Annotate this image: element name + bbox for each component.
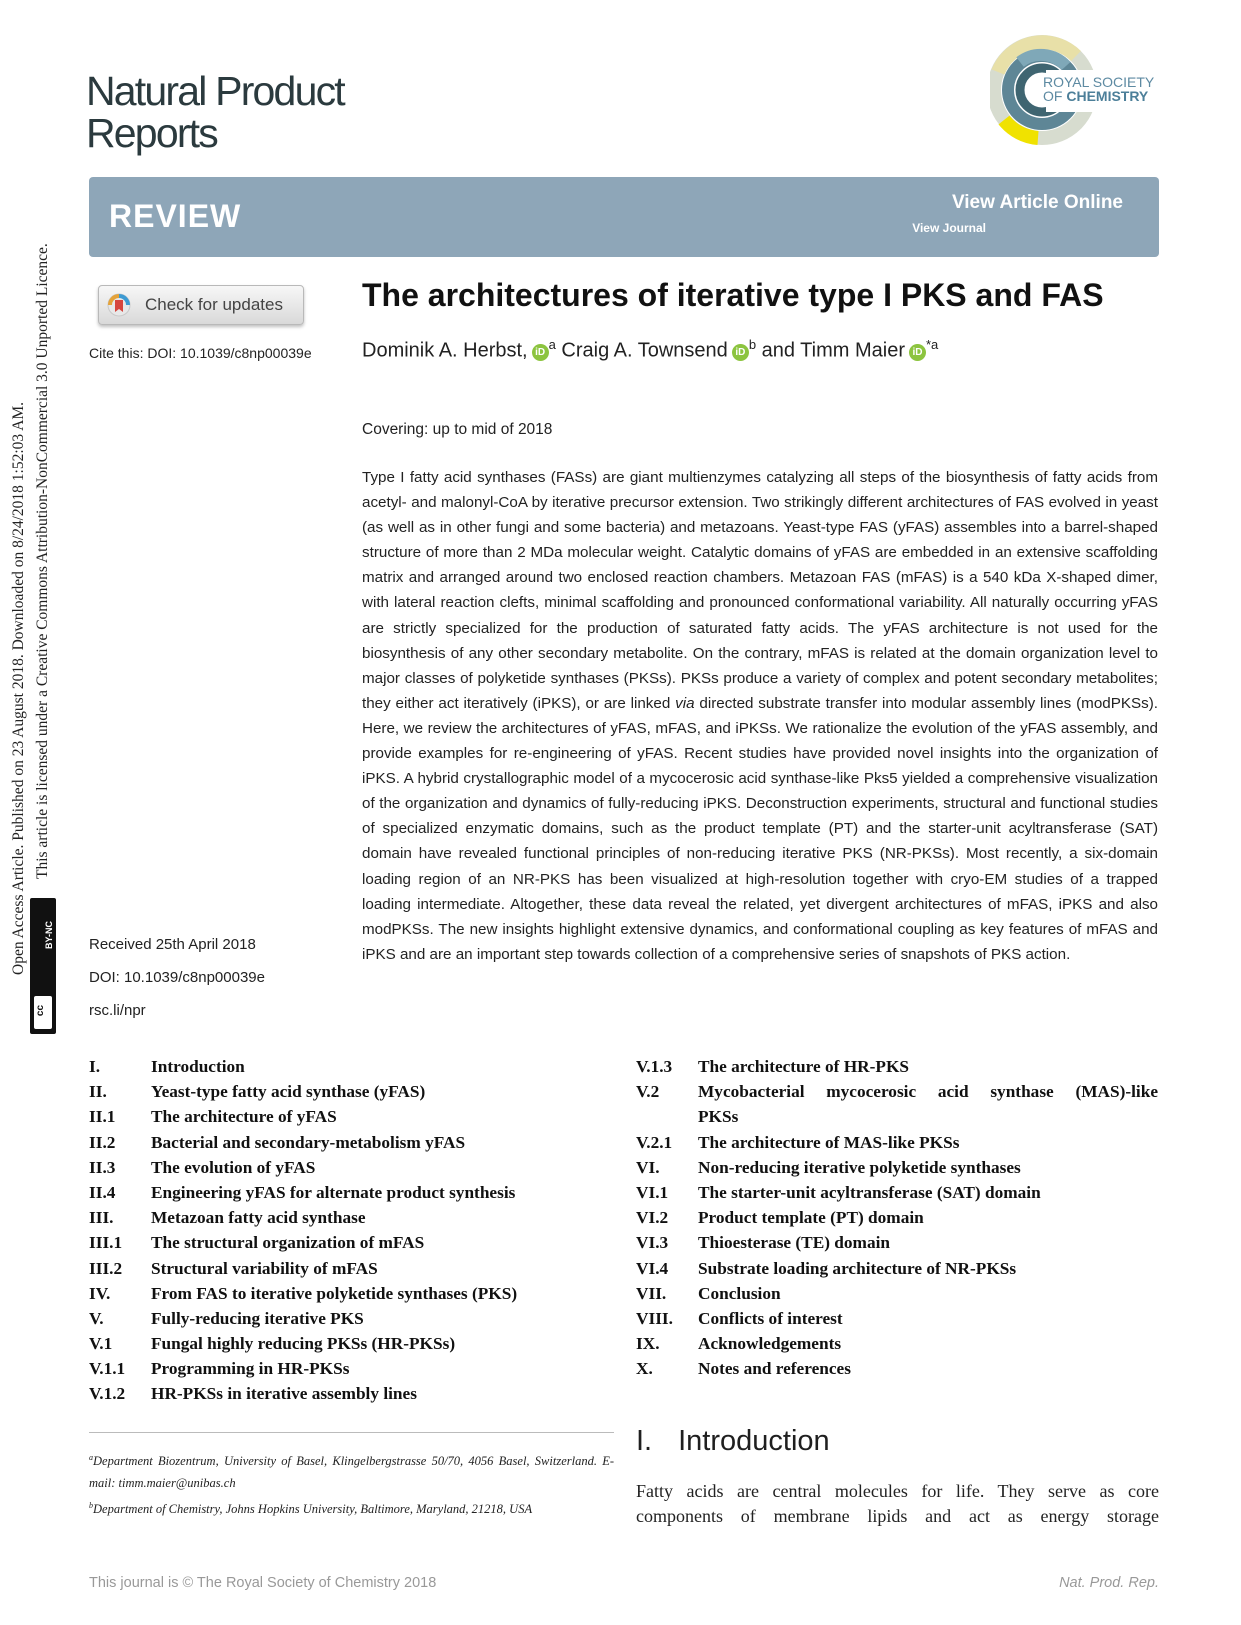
toc-entry[interactable] <box>89 1306 609 1331</box>
toc-label: Metazoan fatty acid synthase <box>151 1208 366 1228</box>
toc-label: Engineering yFAS for alternate product synthesis <box>151 1182 516 1202</box>
toc-label: Structural variability of mFAS <box>151 1258 378 1278</box>
toc-label: Thioesterase (TE) domain <box>698 1233 891 1253</box>
orcid-icon[interactable]: iD <box>732 344 749 361</box>
toc-label: Conclusion <box>698 1283 781 1303</box>
abstract <box>362 465 1158 967</box>
journal-title-line2: Reports <box>86 110 217 156</box>
affiliation-marker: b <box>89 1501 93 1511</box>
toc-label-multiline <box>698 1079 1158 1129</box>
toc-number: VI. <box>636 1157 660 1177</box>
received-date: Received 25th April 2018 <box>89 936 256 953</box>
toc-label: The architecture of HR-PKS <box>698 1057 910 1076</box>
affiliation-text: Department of Chemistry, Johns Hopkins University, Baltimore, Maryland, 21218, USA <box>93 1502 533 1517</box>
toc-column-1 <box>89 1054 609 1407</box>
author-list <box>362 337 938 363</box>
check-for-updates-button[interactable] <box>98 285 304 325</box>
toc-number: II.3 <box>89 1157 116 1177</box>
toc-entry[interactable] <box>636 1205 1159 1230</box>
toc-entry[interactable] <box>89 1155 609 1180</box>
toc-label: Fully-reducing iterative PKS <box>151 1308 364 1328</box>
toc-number: IV. <box>89 1283 111 1303</box>
toc-entry[interactable] <box>636 1155 1159 1180</box>
section-number: I. <box>636 1425 653 1457</box>
toc-entry[interactable] <box>636 1331 1159 1356</box>
toc-entry[interactable] <box>636 1281 1159 1306</box>
author-name: Dominik A. Herbst, <box>362 339 528 362</box>
toc-number: III. <box>89 1208 114 1228</box>
abstract-text-cont: directed substrate transfer into modular assembly lines (modPKSs). Here, we review the architectures of yFAS, mFAS, and iPKSs. We rationalize the evolution of the yFAS assembly, and provide examples for re-engineering of yFAS. Recent studies have provided novel insights into the organization of iPKS. A hybrid crystallographic model of a mycocerosic acid synthase-like Pks5 yielded a comprehensive visualization of the organization and dynamics of fully-reducing iPKS. Deconstruction experiments, structural and functional studies of specialized enzymatic domains, such as the product template (PT) and the starter-unit acyltransferase (SAT) domain have revealed functional principles of non-reducing iterative PKS (NR-PKSs). Most recently, a six-domain loading region of an NR-PKS has been visualized at high-resolution together with cryo-EM studies of a trapped loading intermediate. Altogether, these data reveal the related, yet divergent architectures of mFAS, iPKS and also modPKSs. The new insights highlight extensive dynamics, and conformational coupling as key features of mFAS and iPKS and are an important step towards collection of a comprehensive series of snapshots of PKS action. <box>362 694 1158 963</box>
author-name: and Timm Maier <box>761 339 905 362</box>
author-affiliation: b <box>748 337 757 352</box>
toc-number: VI.3 <box>636 1233 669 1253</box>
toc-label: The starter-unit acyltransferase (SAT) domain <box>698 1182 1041 1202</box>
toc-entry[interactable] <box>89 1381 609 1406</box>
section-heading-introduction <box>636 1425 830 1458</box>
author-affiliation: *a <box>925 337 939 352</box>
affiliation-text: Department Biozentrum, University of Basel, Klingelbergstrasse 50/70, 4056 Basel, Switzerland. E-mail: <box>89 1454 614 1490</box>
license-notice[interactable]: This article is licensed under a Creative Commons Attribution-NonCommercial 3.0 Unported Licence. <box>34 243 51 879</box>
affiliation-email[interactable]: timm.maier@unibas.ch <box>118 1475 236 1490</box>
orcid-icon[interactable]: iD <box>909 344 926 361</box>
toc-label: From FAS to iterative polyketide synthases (PKS) <box>151 1283 518 1303</box>
toc-entry[interactable] <box>636 1306 1159 1331</box>
toc-label: The architecture of yFAS <box>151 1107 337 1127</box>
covering-period: Covering: up to mid of 2018 <box>362 421 553 438</box>
toc-entry[interactable] <box>89 1281 609 1306</box>
toc-label: Yeast-type fatty acid synthase (yFAS) <box>151 1082 426 1102</box>
cc-icon <box>34 996 52 1029</box>
toc-number: III.2 <box>89 1258 123 1278</box>
orcid-icon[interactable]: iD <box>532 344 549 361</box>
toc-number: V.2.1 <box>636 1132 673 1152</box>
article-type-label: REVIEW <box>109 198 242 234</box>
toc-number: VI.1 <box>636 1182 669 1202</box>
toc-number: V.1.2 <box>89 1384 126 1404</box>
publisher-logo-prefix: OF <box>1043 88 1067 104</box>
toc-entry[interactable] <box>89 1205 609 1230</box>
toc-entry[interactable] <box>89 1331 609 1356</box>
toc-column-2 <box>636 1054 1159 1381</box>
toc-label: Notes and references <box>698 1359 851 1379</box>
toc-label: Substrate loading architecture of NR-PKSs <box>698 1258 1017 1278</box>
view-journal-link[interactable]: View Journal <box>912 221 986 235</box>
toc-label: Bacterial and secondary-metabolism yFAS <box>151 1132 466 1152</box>
publisher-logo-line2 <box>1043 89 1154 103</box>
toc-number: II. <box>89 1082 107 1102</box>
journal-title <box>86 70 344 154</box>
abstract-italic: via <box>675 694 695 712</box>
footer-copyright: This journal is © The Royal Society of Chemistry 2018 <box>89 1575 437 1591</box>
toc-number: V. <box>89 1308 104 1328</box>
publisher-logo[interactable] <box>990 32 1160 147</box>
toc-label: Mycobacterial mycocerosic acid synthase (MAS)-like <box>698 1082 1158 1102</box>
toc-entry[interactable] <box>636 1079 1159 1129</box>
toc-number: III.1 <box>89 1233 123 1253</box>
publisher-logo-line1: ROYAL SOCIETY <box>1043 74 1155 90</box>
toc-number: II.4 <box>89 1182 116 1202</box>
footer-journal-abbrev: Nat. Prod. Rep. <box>1059 1575 1159 1591</box>
affiliation-a <box>89 1447 614 1494</box>
toc-label: HR-PKSs in iterative assembly lines <box>151 1384 417 1404</box>
toc-label: Conflicts of interest <box>698 1308 843 1328</box>
toc-number: II.1 <box>89 1107 116 1127</box>
cite-this-prefix: Cite this: <box>89 345 144 361</box>
cc-license-badge[interactable] <box>30 898 56 1034</box>
toc-label: The architecture of MAS-like PKSs <box>698 1132 960 1152</box>
toc-entry[interactable] <box>89 1054 609 1079</box>
journal-title-line1: Natural Product <box>86 68 344 114</box>
toc-entry[interactable] <box>636 1230 1159 1255</box>
received-doi[interactable]: DOI: 10.1039/c8np00039e <box>89 969 265 986</box>
check-for-updates-label: Check for updates <box>145 295 283 314</box>
footnote-divider <box>89 1432 614 1433</box>
toc-number: V.1.3 <box>636 1057 673 1076</box>
toc-label-cont: PKSs <box>698 1107 739 1127</box>
toc-entry[interactable] <box>89 1180 609 1205</box>
toc-number: IX. <box>636 1334 660 1354</box>
introduction-paragraph: Fatty acids are central molecules for life. They serve as core components of membrane lipids and act as energy storage <box>636 1481 1159 1527</box>
toc-entry[interactable] <box>89 1130 609 1155</box>
open-access-notice: Open Access Article. Published on 23 August 2018. Downloaded on 8/24/2018 1:52:03 AM. <box>10 401 27 975</box>
toc-entry[interactable] <box>636 1054 1159 1079</box>
toc-label: Fungal highly reducing PKSs (HR-PKSs) <box>151 1334 456 1354</box>
toc-number: V.1 <box>89 1334 113 1354</box>
abstract-text: Type I fatty acid synthases (FASs) are giant multienzymes catalyzing all steps of the biosynthesis of fatty acids from acetyl- and malonyl-CoA by iterative precursor extension. Two strikingly different architectures of FAS evolved in yeast (as well as in other fungi and some bacteria) and metazoans. Yeast-type FAS (yFAS) assembles into a barrel-shaped structure of more than 2 MDa molecular weight. Catalytic domains of yFAS are embedded in an extensive scaffolding matrix and arranged around two enclosed reaction chambers. Metazoan FAS (mFAS) is a 540 kDa X-shaped dimer, with lateral reaction clefts, minimal scaffolding and pronounced conformational variability. All naturally occurring yFAS are strictly specialized for the production of saturated fatty acids. The yFAS architecture is not used for the biosynthesis of any other secondary metabolite. On the contrary, mFAS is related at the domain organization level to major classes of polyketide synthases (PKSs). PKSs produce a variety of complex and potent secondary metabolites; they either act iteratively (iPKS), or are linked <box>362 469 1158 712</box>
toc-entry[interactable] <box>636 1356 1159 1381</box>
toc-label: Non-reducing iterative polyketide synthases <box>698 1157 1021 1177</box>
toc-number: VIII. <box>636 1308 673 1328</box>
toc-entry[interactable] <box>89 1256 609 1281</box>
toc-entry[interactable] <box>89 1356 609 1381</box>
toc-number: VII. <box>636 1283 667 1303</box>
toc-number: X. <box>636 1359 653 1379</box>
toc-entry[interactable] <box>636 1180 1159 1205</box>
toc-number: V.2 <box>636 1082 660 1102</box>
received-info <box>89 928 265 1027</box>
cite-this <box>89 345 312 361</box>
toc-entry[interactable] <box>89 1079 609 1104</box>
toc-number: I. <box>89 1057 101 1076</box>
section-title: Introduction <box>678 1425 830 1457</box>
toc-label: The evolution of yFAS <box>151 1157 316 1177</box>
toc-number: II.2 <box>89 1132 116 1152</box>
check-updates-icon <box>107 293 131 317</box>
toc-entry[interactable] <box>636 1256 1159 1281</box>
affiliation-marker: a <box>89 1453 93 1462</box>
toc-label: The structural organization of mFAS <box>151 1233 425 1253</box>
author-affiliation: a <box>548 337 556 352</box>
affiliation-b <box>89 1495 614 1521</box>
toc-entry[interactable] <box>89 1104 609 1129</box>
toc-label: Product template (PT) domain <box>698 1208 924 1228</box>
cc-license-type: BY-NC <box>44 920 55 950</box>
toc-number: VI.4 <box>636 1258 669 1278</box>
article-title: The architectures of iterative type I PKS and FAS <box>362 277 1104 313</box>
toc-number: VI.2 <box>636 1208 669 1228</box>
article-type-banner <box>89 177 1159 257</box>
affiliations <box>89 1447 614 1522</box>
journal-short-url[interactable]: rsc.li/npr <box>89 1002 146 1019</box>
toc-label: Introduction <box>151 1057 245 1076</box>
cite-doi[interactable]: DOI: 10.1039/c8np00039e <box>147 345 312 361</box>
toc-entry[interactable] <box>636 1130 1159 1155</box>
cc-icon-text: cc <box>35 1004 47 1017</box>
author-name: Craig A. Townsend <box>561 339 728 362</box>
toc-entry[interactable] <box>89 1230 609 1255</box>
toc-label: Acknowledgements <box>698 1334 842 1354</box>
toc-label: Programming in HR-PKSs <box>151 1359 350 1379</box>
view-article-online-link[interactable]: View Article Online <box>951 192 1123 213</box>
toc-number: V.1.1 <box>89 1359 126 1379</box>
publisher-logo-bold: CHEMISTRY <box>1066 88 1149 104</box>
publisher-logo-text <box>1043 75 1154 103</box>
